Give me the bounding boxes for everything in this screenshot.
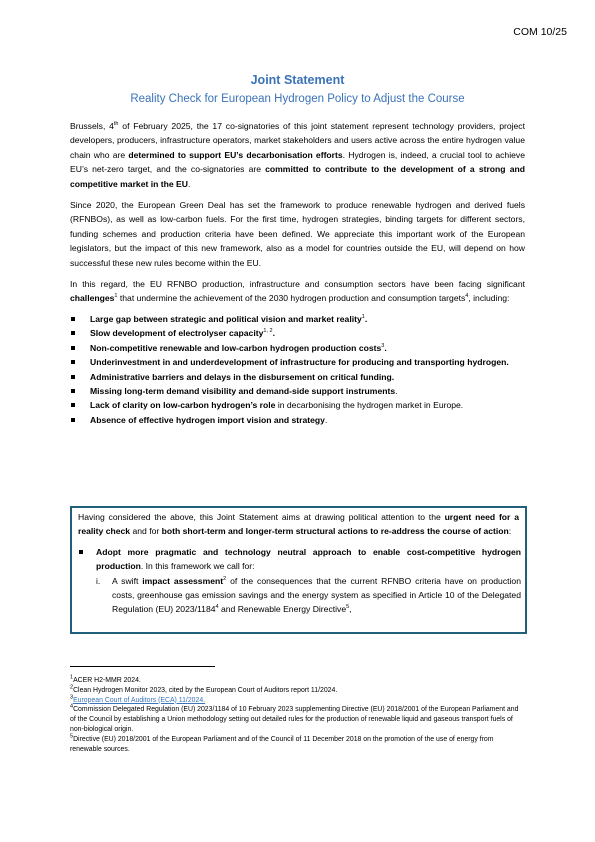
list-item: Underinvestment in and underdevelopment of infrastructure for producing and transporting hydrogen. <box>70 355 525 369</box>
page-title: Joint Statement <box>250 73 345 87</box>
page-subtitle: Reality Check for European Hydrogen Policy to Adjust the Course <box>130 93 465 105</box>
challenges-list <box>70 312 525 427</box>
footnote-divider <box>70 666 215 667</box>
footnotes <box>70 676 525 754</box>
list-item: Non-competitive renewable and low-carbon hydrogen production costs$^3$. <box>70 341 525 355</box>
box-list-item: Adopt more pragmatic and technology neutral approach to enable cost-competitive hydrogen production. In this framework we call for: <box>76 545 521 574</box>
intro-paragraph: Brussels, 4th of February 2025, the 17 co-signatories of this joint statement represent technology providers, project developers, producers, infrastructure operators, market stakeholders and users active across the entire hydrogen value chain who are determined to support EU’s decarbonisation efforts. Hydrogen is, indeed, a crucial tool to achieve EU’s net-zero target, and the co-signatories are committed to contribute to the development of a strong and competitive market in the EU. <box>70 121 525 189</box>
list-item: Slow development of electrolyser capacity$^{1, 2}$. <box>70 326 525 340</box>
list-item: Absence of effective hydrogen import vision and strategy. <box>70 413 525 427</box>
document-body <box>70 119 525 427</box>
list-item: Large gap between strategic and political vision and market reality$^1$. <box>70 312 525 326</box>
document-reference: COM 10/25 <box>513 26 567 38</box>
list-item: Administrative barriers and delays in the disbursement on critical funding. <box>70 370 525 384</box>
challenges-paragraph: In this regard, the EU RFNBO production, infrastructure and consumption sectors have been facing significant challenges$^1$ that undermine the achievement of the 2030 hydrogen production and consumption targets$^4$, including: <box>70 279 525 304</box>
footnote: $^3$European Court of Auditors (ECA) 11/2024. <box>70 694 206 704</box>
footnote: $^4$Commission Delegated Regulation (EU) 2023/1184 of 10 February 2023 supplementing Directive (EU) 2018/2001 of the European Parliament and of the Council by establishing a Union methodology setting out detailed rules for the production of renewable liquid and gaseous transport fuels of non-biological origin. <box>70 704 519 733</box>
list-item: Lack of clarity on low-carbon hydrogen’s role in decarbonising the hydrogen market in Europe. <box>70 398 525 412</box>
footnote-link[interactable]: European Court of Auditors (ECA) 11/2024. <box>73 696 206 704</box>
footnote: $^2$Clean Hydrogen Monitor 2023, cited by the European Court of Auditors report 11/2024. <box>70 684 338 694</box>
box-sub-item: i. A swift impact assessment$^2$ of the consequences that the current RFNBO criteria have on production costs, greenhouse gas emission savings and the energy system as specified in Article 10 of the Delegated Regulation (EU) 2023/1184$^4$ and Renewable Energy Directive$^5$, <box>96 575 521 615</box>
box-intro: Having considered the above, this Joint Statement aims at drawing political attention to the urgent need for a reality check and for both short-term and longer-term structural actions to re-address the course of action: <box>78 512 519 537</box>
call-to-action-box <box>70 506 527 634</box>
footnote: $^1$ACER H2-MMR 2024. <box>70 674 141 684</box>
list-item: Missing long-term demand visibility and demand-side support instruments. <box>70 384 525 398</box>
footnote: $^5$Directive (EU) 2018/2001 of the European Parliament and of the Council of 11 December 2018 on the promotion of the use of energy from renewable sources. <box>70 733 494 753</box>
green-deal-paragraph: Since 2020, the European Green Deal has set the framework to produce renewable hydrogen and derived fuels (RFNBOs), as well as low-carbon fuels. For the first time, hydrogen strategies, binding targets for different sectors, funding schemes and production criteria have been defined. We appreciate this important work of the European legislators, but the impact of this new framework, also as a model for countries outside the EU, will depend on how successful these new rules become within the EU. <box>70 200 525 268</box>
